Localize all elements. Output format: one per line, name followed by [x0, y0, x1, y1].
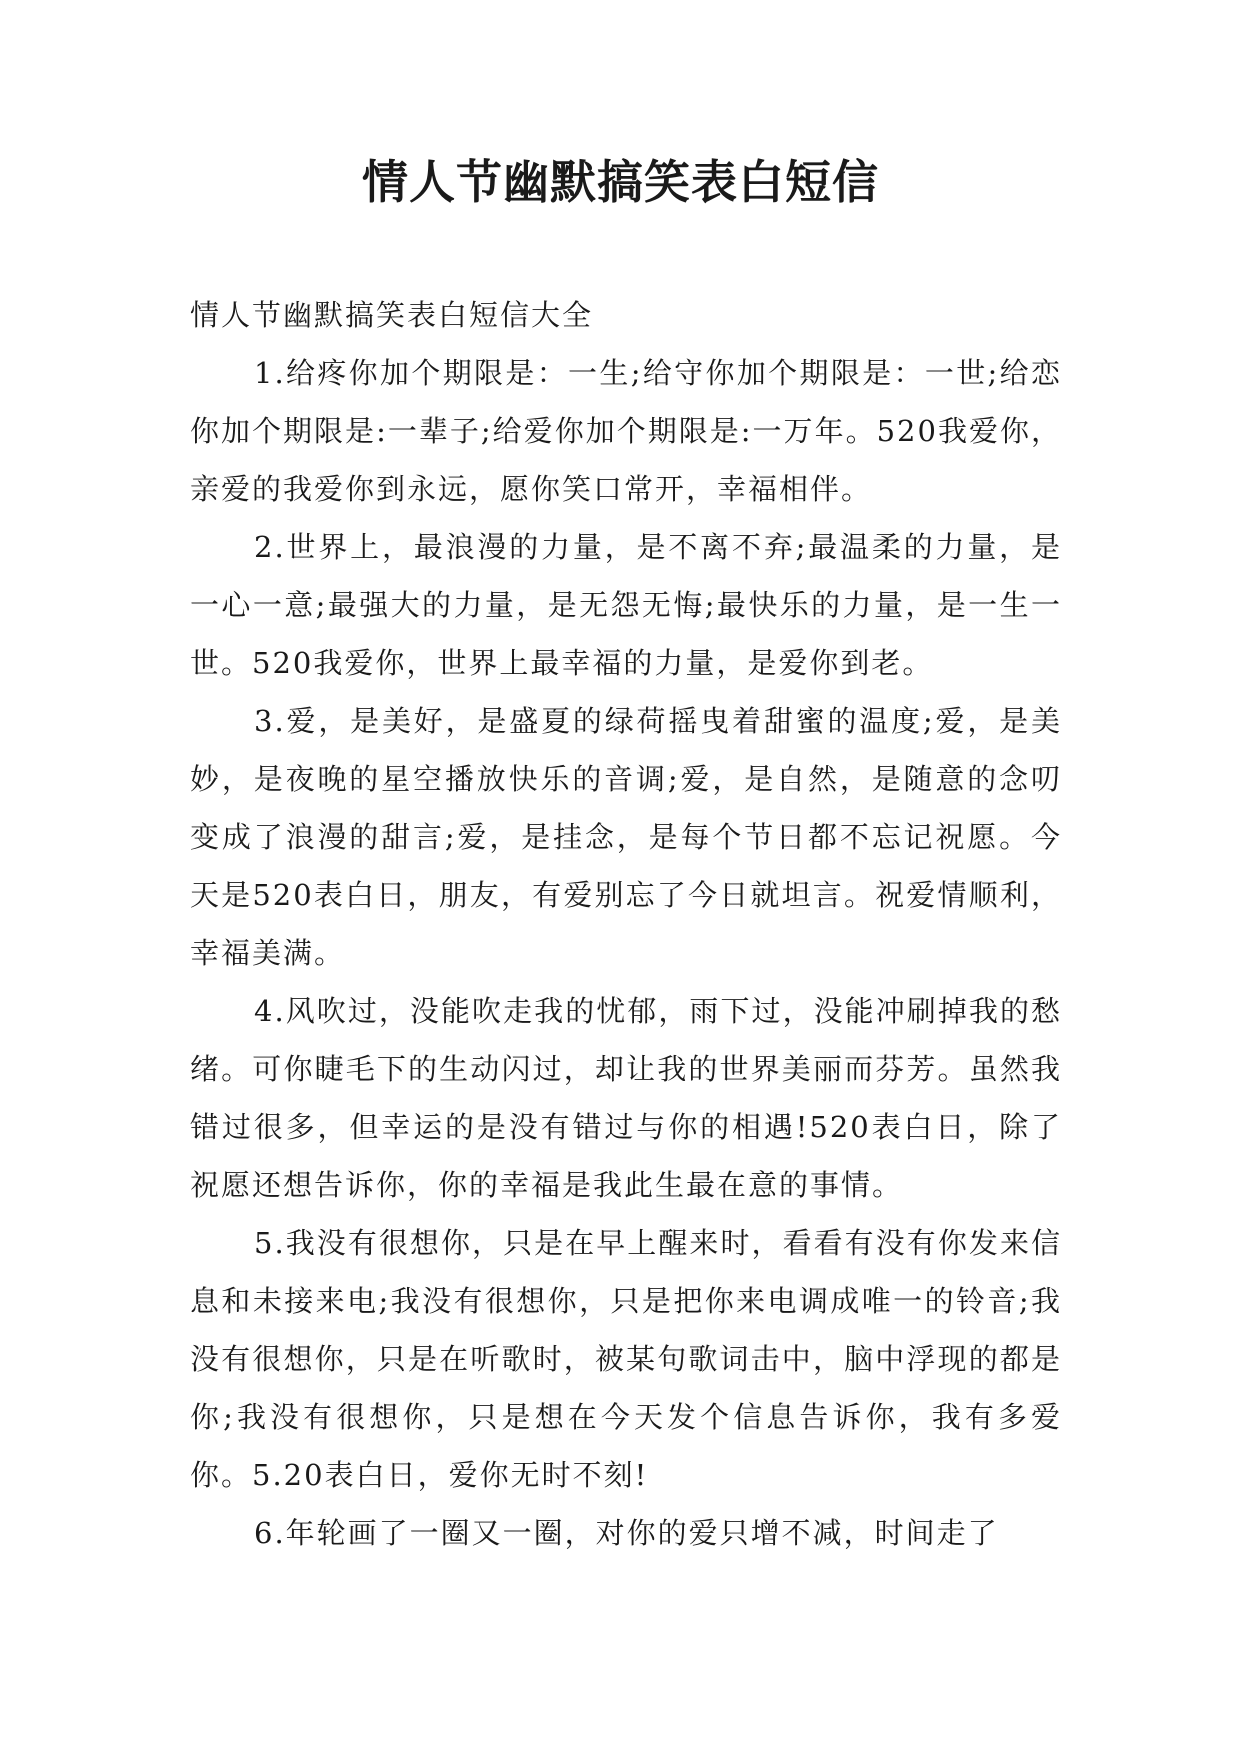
paragraph-1: 1.给疼你加个期限是：一生;给守你加个期限是：一世;给恋你加个期限是:一辈子;给爱你加个期限是:一万年。520我爱你，亲爱的我爱你到永远，愿你笑口常开，幸福相伴。 [190, 356, 1062, 506]
paragraph-4: 4.风吹过，没能吹走我的忧郁，雨下过，没能冲刷掉我的愁绪。可你睫毛下的生动闪过，却让我的世界美丽而芬芳。虽然我错过很多，但幸运的是没有错过与你的相遇!520表白日，除了祝愿还想告诉你，你的幸福是我此生最在意的事情。 [190, 994, 1062, 1202]
document-body [190, 286, 1062, 1562]
paragraph-5: 5.我没有很想你，只是在早上醒来时，看看有没有你发来信息和未接来电;我没有很想你，只是把你来电调成唯一的铃音;我没有很想你，只是在听歌时，被某句歌词击中，脑中浮现的都是你;我没有很想你，只是想在今天发个信息告诉你，我有多爱你。5.20表白日，爱你无时不刻! [190, 1226, 1062, 1492]
document-subtitle: 情人节幽默搞笑表白短信大全 [190, 298, 594, 332]
document-title: 情人节幽默搞笑表白短信 [362, 155, 879, 209]
paragraph-3: 3.爱，是美好，是盛夏的绿荷摇曳着甜蜜的温度;爱，是美妙，是夜晚的星空播放快乐的音调;爱，是自然，是随意的念叨变成了浪漫的甜言;爱，是挂念，是每个节日都不忘记祝愿。今天是520表白日，朋友，有爱别忘了今日就坦言。祝爱情顺利，幸福美满。 [190, 704, 1062, 970]
paragraph-2: 2.世界上，最浪漫的力量，是不离不弃;最温柔的力量，是一心一意;最强大的力量，是无怨无悔;最快乐的力量，是一生一世。520我爱你，世界上最幸福的力量，是爱你到老。 [190, 530, 1062, 680]
paragraph-6: 6.年轮画了一圈又一圈，对你的爱只增不减，时间走了 [254, 1516, 999, 1550]
